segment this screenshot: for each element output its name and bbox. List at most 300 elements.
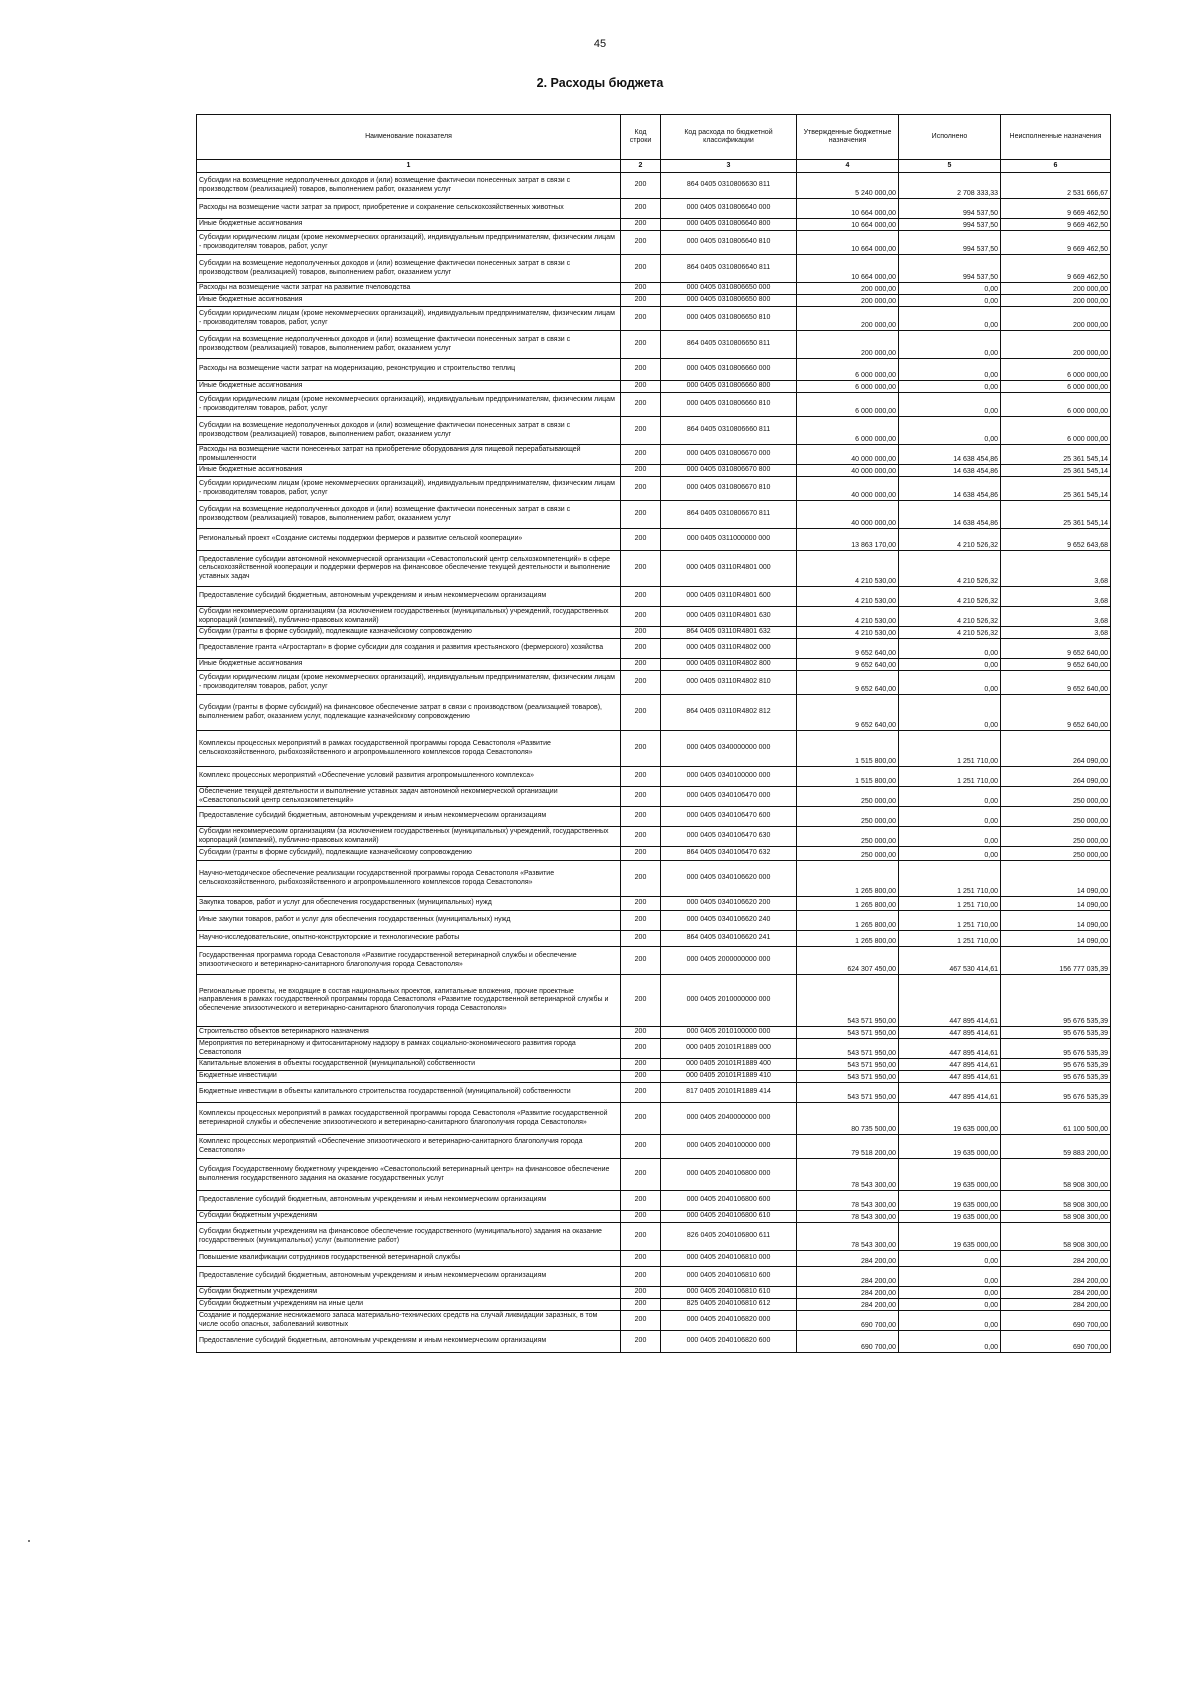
row-unexecuted-amount: 690 700,00 — [1001, 1331, 1111, 1353]
table-row — [197, 1211, 1111, 1223]
row-executed-amount: 4 210 526,32 — [899, 551, 1001, 587]
row-budget-code: 000 0405 0340100000 000 — [661, 767, 797, 787]
column-number: 4 — [797, 160, 899, 173]
row-name: Комплексы процессных мероприятий в рамках государственной программы города Севастополя «Развитие государственной ветеринарной службы и обеспечение эпизоотического и ветеринарно-санитарного благополучия города Севастополя» — [197, 1103, 621, 1135]
header-indicator-name: Наименование показателя — [197, 115, 621, 160]
row-unexecuted-amount: 250 000,00 — [1001, 827, 1111, 847]
table-row — [197, 607, 1111, 627]
row-unexecuted-amount: 156 777 035,39 — [1001, 947, 1111, 975]
row-name: Создание и поддержание неснижаемого запаса материально-технических средств на случай ликвидации заразных, в том числе особо опасных, заболеваний животных — [197, 1311, 621, 1331]
table-body — [197, 173, 1111, 1353]
row-unexecuted-amount: 25 361 545,14 — [1001, 465, 1111, 477]
row-executed-amount: 447 895 414,61 — [899, 1083, 1001, 1103]
row-budget-code: 000 0405 03110R4801 000 — [661, 551, 797, 587]
row-name: Мероприятия по ветеринарному и фитосанитарному надзору в рамках социально-экономического развития города Севастополя — [197, 1039, 621, 1059]
row-executed-amount: 0,00 — [899, 807, 1001, 827]
row-unexecuted-amount: 25 361 545,14 — [1001, 501, 1111, 529]
row-name: Бюджетные инвестиции в объекты капитального строительства государственной (муниципальной) собственности — [197, 1083, 621, 1103]
table-row — [197, 551, 1111, 587]
row-unexecuted-amount: 25 361 545,14 — [1001, 445, 1111, 465]
row-line-code: 200 — [621, 695, 661, 731]
row-unexecuted-amount: 14 090,00 — [1001, 897, 1111, 911]
row-line-code: 200 — [621, 671, 661, 695]
table-row — [197, 1251, 1111, 1267]
row-executed-amount: 0,00 — [899, 331, 1001, 359]
row-executed-amount: 1 251 710,00 — [899, 897, 1001, 911]
row-line-code: 200 — [621, 501, 661, 529]
row-executed-amount: 1 251 710,00 — [899, 931, 1001, 947]
row-executed-amount: 994 537,50 — [899, 231, 1001, 255]
row-budget-code: 000 0405 0310806660 000 — [661, 359, 797, 381]
row-unexecuted-amount: 95 676 535,39 — [1001, 1083, 1111, 1103]
table-row — [197, 307, 1111, 331]
row-approved-amount: 6 000 000,00 — [797, 381, 899, 393]
row-approved-amount: 1 265 800,00 — [797, 911, 899, 931]
row-budget-code: 000 0405 2010100000 000 — [661, 1027, 797, 1039]
table-row — [197, 1071, 1111, 1083]
row-line-code: 200 — [621, 1027, 661, 1039]
row-unexecuted-amount: 250 000,00 — [1001, 787, 1111, 807]
row-approved-amount: 10 664 000,00 — [797, 231, 899, 255]
row-approved-amount: 40 000 000,00 — [797, 465, 899, 477]
table-row — [197, 359, 1111, 381]
row-executed-amount: 14 638 454,86 — [899, 445, 1001, 465]
row-line-code: 200 — [621, 1311, 661, 1331]
budget-expenses-table — [196, 114, 1111, 1353]
row-approved-amount: 80 735 500,00 — [797, 1103, 899, 1135]
table-row — [197, 1287, 1111, 1299]
row-budget-code: 000 0405 2040106810 600 — [661, 1267, 797, 1287]
row-approved-amount: 9 652 640,00 — [797, 671, 899, 695]
row-line-code: 200 — [621, 529, 661, 551]
row-approved-amount: 284 200,00 — [797, 1267, 899, 1287]
row-name: Субсидии юридическим лицам (кроме некоммерческих организаций), индивидуальным предпринимателям, физическим лицам - производителям товаров, работ, услуг — [197, 231, 621, 255]
row-executed-amount: 0,00 — [899, 1287, 1001, 1299]
row-line-code: 200 — [621, 787, 661, 807]
row-executed-amount: 1 251 710,00 — [899, 767, 1001, 787]
row-executed-amount: 994 537,50 — [899, 255, 1001, 283]
row-line-code: 200 — [621, 1331, 661, 1353]
row-unexecuted-amount: 6 000 000,00 — [1001, 359, 1111, 381]
table-row — [197, 1191, 1111, 1211]
row-line-code: 200 — [621, 551, 661, 587]
row-budget-code: 000 0405 0311000000 000 — [661, 529, 797, 551]
table-row — [197, 219, 1111, 231]
table-row — [197, 255, 1111, 283]
row-executed-amount: 994 537,50 — [899, 199, 1001, 219]
row-approved-amount: 543 571 950,00 — [797, 975, 899, 1027]
row-name: Субсидии бюджетным учреждениям — [197, 1211, 621, 1223]
table-row — [197, 417, 1111, 445]
row-approved-amount: 5 240 000,00 — [797, 173, 899, 199]
row-budget-code: 000 0405 03110R4801 630 — [661, 607, 797, 627]
row-unexecuted-amount: 284 200,00 — [1001, 1287, 1111, 1299]
row-name: Субсидии бюджетным учреждениям — [197, 1287, 621, 1299]
row-unexecuted-amount: 264 090,00 — [1001, 731, 1111, 767]
row-approved-amount: 543 571 950,00 — [797, 1059, 899, 1071]
row-name: Субсидии на возмещение недополученных доходов и (или) возмещение фактически понесенных затрат в связи с производством (реализацией) товаров, выполнением работ, оказанием услуг — [197, 417, 621, 445]
table-row — [197, 787, 1111, 807]
row-name: Предоставление субсидий бюджетным, автономным учреждениям и иным некоммерческим организациям — [197, 1191, 621, 1211]
row-budget-code: 000 0405 2040106800 600 — [661, 1191, 797, 1211]
row-budget-code: 000 0405 0310806650 800 — [661, 295, 797, 307]
row-approved-amount: 78 543 300,00 — [797, 1211, 899, 1223]
row-budget-code: 000 0405 20101R1889 400 — [661, 1059, 797, 1071]
row-unexecuted-amount: 95 676 535,39 — [1001, 1039, 1111, 1059]
row-name: Предоставление гранта «Агростартап» в форме субсидии для создания и развития крестьянского (фермерского) хозяйства — [197, 639, 621, 659]
row-line-code: 200 — [621, 975, 661, 1027]
row-approved-amount: 78 543 300,00 — [797, 1223, 899, 1251]
row-approved-amount: 10 664 000,00 — [797, 199, 899, 219]
row-name: Государственная программа города Севастополя «Развитие государственной ветеринарной службы и обеспечение эпизоотического и ветеринарно-санитарного благополучия города Севастополя» — [197, 947, 621, 975]
row-name: Региональные проекты, не входящие в состав национальных проектов, капитальные вложения, прочие проектные направления в рамках государственной программы города Севастополя «Развитие государственной ветеринарной службы и обеспечение эпизоотического и ветеринарно-санитарного благополучия города Севастополя» — [197, 975, 621, 1027]
row-unexecuted-amount: 9 652 640,00 — [1001, 659, 1111, 671]
table-row — [197, 911, 1111, 931]
row-budget-code: 864 0405 0310806670 811 — [661, 501, 797, 529]
row-line-code: 200 — [621, 255, 661, 283]
row-budget-code: 000 0405 0340000000 000 — [661, 731, 797, 767]
row-budget-code: 000 0405 0310806650 000 — [661, 283, 797, 295]
row-approved-amount: 1 265 800,00 — [797, 931, 899, 947]
row-budget-code: 000 0405 2040106800 610 — [661, 1211, 797, 1223]
row-name: Комплекс процессных мероприятий «Обеспечение условий развития агропромышленного комплекса» — [197, 767, 621, 787]
row-name: Иные закупки товаров, работ и услуг для обеспечения государственных (муниципальных) нужд — [197, 911, 621, 931]
header-executed: Исполнено — [899, 115, 1001, 160]
row-approved-amount: 284 200,00 — [797, 1287, 899, 1299]
table-row — [197, 465, 1111, 477]
row-budget-code: 000 0405 2040106810 000 — [661, 1251, 797, 1267]
table-row — [197, 529, 1111, 551]
row-name: Региональный проект «Создание системы поддержки фермеров и развитие сельской кооперации» — [197, 529, 621, 551]
row-line-code: 200 — [621, 445, 661, 465]
row-name: Иные бюджетные ассигнования — [197, 465, 621, 477]
row-unexecuted-amount: 6 000 000,00 — [1001, 393, 1111, 417]
row-unexecuted-amount: 250 000,00 — [1001, 807, 1111, 827]
row-approved-amount: 78 543 300,00 — [797, 1159, 899, 1191]
row-budget-code: 000 0405 03110R4802 000 — [661, 639, 797, 659]
row-executed-amount: 0,00 — [899, 381, 1001, 393]
table-row — [197, 1039, 1111, 1059]
row-unexecuted-amount: 9 652 640,00 — [1001, 695, 1111, 731]
row-budget-code: 000 0405 2040106820 600 — [661, 1331, 797, 1353]
row-approved-amount: 4 210 530,00 — [797, 627, 899, 639]
row-line-code: 200 — [621, 767, 661, 787]
row-unexecuted-amount: 14 090,00 — [1001, 911, 1111, 931]
row-line-code: 200 — [621, 1039, 661, 1059]
row-name: Комплексы процессных мероприятий в рамках государственной программы города Севастополя «Развитие сельскохозяйственного, рыбохозяйственного и агропромышленного комплексов города Севастополя» — [197, 731, 621, 767]
row-name: Субсидии на возмещение недополученных доходов и (или) возмещение фактически понесенных затрат в связи с производством (реализацией) товаров, выполнением работ, оказанием услуг — [197, 255, 621, 283]
row-unexecuted-amount: 9 652 643,68 — [1001, 529, 1111, 551]
row-budget-code: 825 0405 2040106810 612 — [661, 1299, 797, 1311]
row-unexecuted-amount: 59 883 200,00 — [1001, 1135, 1111, 1159]
table-row — [197, 1103, 1111, 1135]
row-line-code: 200 — [621, 607, 661, 627]
row-budget-code: 864 0405 03110R4802 812 — [661, 695, 797, 731]
table-row — [197, 283, 1111, 295]
row-unexecuted-amount: 9 669 462,50 — [1001, 219, 1111, 231]
row-name: Субсидии на возмещение недополученных доходов и (или) возмещение фактически понесенных затрат в связи с производством (реализацией) товаров, выполнением работ, оказанием услуг — [197, 331, 621, 359]
table-row — [197, 393, 1111, 417]
row-line-code: 200 — [621, 331, 661, 359]
row-unexecuted-amount: 9 669 462,50 — [1001, 231, 1111, 255]
row-unexecuted-amount: 264 090,00 — [1001, 767, 1111, 787]
row-name: Предоставление субсидий бюджетным, автономным учреждениям и иным некоммерческим организациям — [197, 1267, 621, 1287]
row-budget-code: 000 0405 0310806640 000 — [661, 199, 797, 219]
header-unexecuted: Неисполненные назначения — [1001, 115, 1111, 160]
row-budget-code: 000 0405 2010000000 000 — [661, 975, 797, 1027]
row-budget-code: 000 0405 2040106800 000 — [661, 1159, 797, 1191]
row-approved-amount: 200 000,00 — [797, 307, 899, 331]
column-number: 2 — [621, 160, 661, 173]
row-line-code: 200 — [621, 1071, 661, 1083]
row-executed-amount: 0,00 — [899, 1331, 1001, 1353]
row-unexecuted-amount: 3,68 — [1001, 627, 1111, 639]
row-line-code: 200 — [621, 911, 661, 931]
row-approved-amount: 624 307 450,00 — [797, 947, 899, 975]
row-line-code: 200 — [621, 931, 661, 947]
row-unexecuted-amount: 200 000,00 — [1001, 295, 1111, 307]
row-name: Предоставление субсидий бюджетным, автономным учреждениям и иным некоммерческим организациям — [197, 807, 621, 827]
row-executed-amount: 0,00 — [899, 671, 1001, 695]
row-budget-code: 000 0405 0340106620 200 — [661, 897, 797, 911]
row-executed-amount: 19 635 000,00 — [899, 1223, 1001, 1251]
row-budget-code: 000 0405 03110R4802 800 — [661, 659, 797, 671]
row-executed-amount: 0,00 — [899, 787, 1001, 807]
table-row — [197, 1027, 1111, 1039]
row-name: Субсидии юридическим лицам (кроме некоммерческих организаций), индивидуальным предпринимателям, физическим лицам - производителям товаров, работ, услуг — [197, 307, 621, 331]
row-unexecuted-amount: 14 090,00 — [1001, 931, 1111, 947]
row-executed-amount: 0,00 — [899, 393, 1001, 417]
table-row — [197, 1059, 1111, 1071]
row-executed-amount: 447 895 414,61 — [899, 1071, 1001, 1083]
row-line-code: 200 — [621, 1299, 661, 1311]
row-name: Субсидии юридическим лицам (кроме некоммерческих организаций), индивидуальным предпринимателям, физическим лицам - производителям товаров, работ, услуг — [197, 393, 621, 417]
row-name: Обеспечение текущей деятельности и выполнение уставных задач автономной некоммерческой организации «Севастопольский центр сельхозкомпетенций» — [197, 787, 621, 807]
row-unexecuted-amount: 58 908 300,00 — [1001, 1191, 1111, 1211]
row-budget-code: 000 0405 0340106470 630 — [661, 827, 797, 847]
row-executed-amount: 19 635 000,00 — [899, 1103, 1001, 1135]
page-number: 45 — [593, 38, 607, 50]
table-row — [197, 659, 1111, 671]
table-row — [197, 639, 1111, 659]
row-budget-code: 864 0405 0310806640 811 — [661, 255, 797, 283]
table-row — [197, 1135, 1111, 1159]
row-line-code: 200 — [621, 295, 661, 307]
table-row — [197, 807, 1111, 827]
row-approved-amount: 250 000,00 — [797, 787, 899, 807]
row-name: Комплекс процессных мероприятий «Обеспечение эпизоотического и ветеринарно-санитарного благополучия города Севастополя» — [197, 1135, 621, 1159]
row-name: Расходы на возмещение части понесенных затрат на приобретение оборудования для пищевой перерабатывающей промышленности — [197, 445, 621, 465]
row-name: Расходы на возмещение части затрат на модернизацию, реконструкцию и строительство теплиц — [197, 359, 621, 381]
row-executed-amount: 4 210 526,32 — [899, 627, 1001, 639]
row-unexecuted-amount: 58 908 300,00 — [1001, 1211, 1111, 1223]
row-name: Предоставление субсидий бюджетным, автономным учреждениям и иным некоммерческим организациям — [197, 587, 621, 607]
row-executed-amount: 447 895 414,61 — [899, 1039, 1001, 1059]
row-line-code: 200 — [621, 731, 661, 767]
row-approved-amount: 690 700,00 — [797, 1311, 899, 1331]
row-approved-amount: 9 652 640,00 — [797, 639, 899, 659]
row-line-code: 200 — [621, 283, 661, 295]
column-number: 6 — [1001, 160, 1111, 173]
row-unexecuted-amount: 200 000,00 — [1001, 307, 1111, 331]
row-approved-amount: 200 000,00 — [797, 331, 899, 359]
row-name: Строительство объектов ветеринарного назначения — [197, 1027, 621, 1039]
row-approved-amount: 690 700,00 — [797, 1331, 899, 1353]
row-name: Научно-исследовательские, опытно-конструкторские и технологические работы — [197, 931, 621, 947]
row-executed-amount: 1 251 710,00 — [899, 911, 1001, 931]
row-unexecuted-amount: 95 676 535,39 — [1001, 1071, 1111, 1083]
row-executed-amount: 0,00 — [899, 283, 1001, 295]
row-approved-amount: 543 571 950,00 — [797, 1083, 899, 1103]
row-name: Субсидии юридическим лицам (кроме некоммерческих организаций), индивидуальным предпринимателям, физическим лицам - производителям товаров, работ, услуг — [197, 671, 621, 695]
document-title: 2. Расходы бюджета — [536, 76, 664, 90]
row-approved-amount: 543 571 950,00 — [797, 1027, 899, 1039]
table-header-row — [197, 115, 1111, 160]
row-executed-amount: 0,00 — [899, 827, 1001, 847]
row-budget-code: 000 0405 0310806660 800 — [661, 381, 797, 393]
row-approved-amount: 13 863 170,00 — [797, 529, 899, 551]
row-line-code: 200 — [621, 465, 661, 477]
table-row — [197, 501, 1111, 529]
row-executed-amount: 1 251 710,00 — [899, 861, 1001, 897]
row-name: Бюджетные инвестиции — [197, 1071, 621, 1083]
row-approved-amount: 1 265 800,00 — [797, 897, 899, 911]
row-line-code: 200 — [621, 587, 661, 607]
table-row — [197, 695, 1111, 731]
row-line-code: 200 — [621, 897, 661, 911]
row-unexecuted-amount: 9 669 462,50 — [1001, 199, 1111, 219]
row-executed-amount: 14 638 454,86 — [899, 501, 1001, 529]
header-line-code: Код строки — [621, 115, 661, 160]
row-unexecuted-amount: 690 700,00 — [1001, 1311, 1111, 1331]
row-unexecuted-amount: 200 000,00 — [1001, 283, 1111, 295]
row-budget-code: 000 0405 03110R4801 600 — [661, 587, 797, 607]
row-name: Субсидии юридическим лицам (кроме некоммерческих организаций), индивидуальным предпринимателям, физическим лицам - производителям товаров, работ, услуг — [197, 477, 621, 501]
row-line-code: 200 — [621, 1251, 661, 1267]
row-name: Иные бюджетные ассигнования — [197, 659, 621, 671]
row-approved-amount: 200 000,00 — [797, 295, 899, 307]
row-approved-amount: 543 571 950,00 — [797, 1071, 899, 1083]
row-approved-amount: 284 200,00 — [797, 1299, 899, 1311]
column-number: 5 — [899, 160, 1001, 173]
row-budget-code: 000 0405 2040106820 000 — [661, 1311, 797, 1331]
row-budget-code: 826 0405 2040106800 611 — [661, 1223, 797, 1251]
table-row — [197, 477, 1111, 501]
row-line-code: 200 — [621, 639, 661, 659]
row-name: Научно-методическое обеспечение реализации государственной программы города Севастополя «Развитие сельскохозяйственного, рыбохозяйственного и агропромышленного комплексов города Севастополя» — [197, 861, 621, 897]
row-approved-amount: 250 000,00 — [797, 807, 899, 827]
row-budget-code: 000 0405 0340106470 000 — [661, 787, 797, 807]
row-budget-code: 817 0405 20101R1889 414 — [661, 1083, 797, 1103]
row-approved-amount: 1 265 800,00 — [797, 861, 899, 897]
row-executed-amount: 994 537,50 — [899, 219, 1001, 231]
row-line-code: 200 — [621, 627, 661, 639]
row-line-code: 200 — [621, 219, 661, 231]
row-budget-code: 000 0405 0310806660 810 — [661, 393, 797, 417]
table-row — [197, 1267, 1111, 1287]
row-budget-code: 000 0405 0310806670 810 — [661, 477, 797, 501]
row-approved-amount: 4 210 530,00 — [797, 607, 899, 627]
row-approved-amount: 6 000 000,00 — [797, 393, 899, 417]
row-executed-amount: 14 638 454,86 — [899, 477, 1001, 501]
row-name: Иные бюджетные ассигнования — [197, 381, 621, 393]
table-row — [197, 847, 1111, 861]
row-line-code: 200 — [621, 947, 661, 975]
row-unexecuted-amount: 25 361 545,14 — [1001, 477, 1111, 501]
header-approved: Утвержденные бюджетные назначения — [797, 115, 899, 160]
row-name: Иные бюджетные ассигнования — [197, 295, 621, 307]
row-executed-amount: 447 895 414,61 — [899, 1027, 1001, 1039]
row-unexecuted-amount: 6 000 000,00 — [1001, 381, 1111, 393]
row-line-code: 200 — [621, 1191, 661, 1211]
table-row — [197, 975, 1111, 1027]
row-line-code: 200 — [621, 1223, 661, 1251]
table-row — [197, 173, 1111, 199]
row-approved-amount: 250 000,00 — [797, 827, 899, 847]
row-unexecuted-amount: 58 908 300,00 — [1001, 1223, 1111, 1251]
table-row — [197, 199, 1111, 219]
row-line-code: 200 — [621, 359, 661, 381]
row-executed-amount: 1 251 710,00 — [899, 731, 1001, 767]
column-number-row — [197, 160, 1111, 173]
row-executed-amount: 0,00 — [899, 307, 1001, 331]
row-unexecuted-amount: 9 652 640,00 — [1001, 639, 1111, 659]
row-line-code: 200 — [621, 847, 661, 861]
row-budget-code: 864 0405 0310806650 811 — [661, 331, 797, 359]
row-unexecuted-amount: 3,68 — [1001, 587, 1111, 607]
row-budget-code: 864 0405 03110R4801 632 — [661, 627, 797, 639]
table-row — [197, 627, 1111, 639]
row-budget-code: 000 0405 0310806640 810 — [661, 231, 797, 255]
table-row — [197, 295, 1111, 307]
table-row — [197, 947, 1111, 975]
row-budget-code: 000 0405 2040000000 000 — [661, 1103, 797, 1135]
row-line-code: 200 — [621, 231, 661, 255]
row-executed-amount: 0,00 — [899, 1311, 1001, 1331]
row-line-code: 200 — [621, 381, 661, 393]
row-approved-amount: 40 000 000,00 — [797, 445, 899, 465]
row-name: Субсидии на возмещение недополученных доходов и (или) возмещение фактически понесенных затрат в связи с производством (реализацией) товаров, выполнением работ, оказанием услуг — [197, 501, 621, 529]
table-row — [197, 381, 1111, 393]
row-unexecuted-amount: 200 000,00 — [1001, 331, 1111, 359]
table-row — [197, 1299, 1111, 1311]
row-approved-amount: 9 652 640,00 — [797, 695, 899, 731]
row-line-code: 200 — [621, 827, 661, 847]
table-row — [197, 1331, 1111, 1353]
row-unexecuted-amount: 284 200,00 — [1001, 1299, 1111, 1311]
row-name: Предоставление субсидий бюджетным, автономным учреждениям и иным некоммерческим организациям — [197, 1331, 621, 1353]
row-executed-amount: 0,00 — [899, 1299, 1001, 1311]
row-unexecuted-amount: 58 908 300,00 — [1001, 1159, 1111, 1191]
row-line-code: 200 — [621, 1159, 661, 1191]
row-approved-amount: 6 000 000,00 — [797, 359, 899, 381]
row-budget-code: 000 0405 2040106810 610 — [661, 1287, 797, 1299]
table-row — [197, 587, 1111, 607]
row-line-code: 200 — [621, 477, 661, 501]
row-budget-code: 000 0405 20101R1889 410 — [661, 1071, 797, 1083]
row-name: Капитальные вложения в объекты государственной (муниципальной) собственности — [197, 1059, 621, 1071]
row-unexecuted-amount: 9 652 640,00 — [1001, 671, 1111, 695]
table-row — [197, 331, 1111, 359]
row-line-code: 200 — [621, 199, 661, 219]
row-approved-amount: 10 664 000,00 — [797, 255, 899, 283]
row-unexecuted-amount: 95 676 535,39 — [1001, 1027, 1111, 1039]
row-line-code: 200 — [621, 861, 661, 897]
row-line-code: 200 — [621, 659, 661, 671]
row-approved-amount: 79 518 200,00 — [797, 1135, 899, 1159]
row-approved-amount: 40 000 000,00 — [797, 477, 899, 501]
row-line-code: 200 — [621, 1103, 661, 1135]
